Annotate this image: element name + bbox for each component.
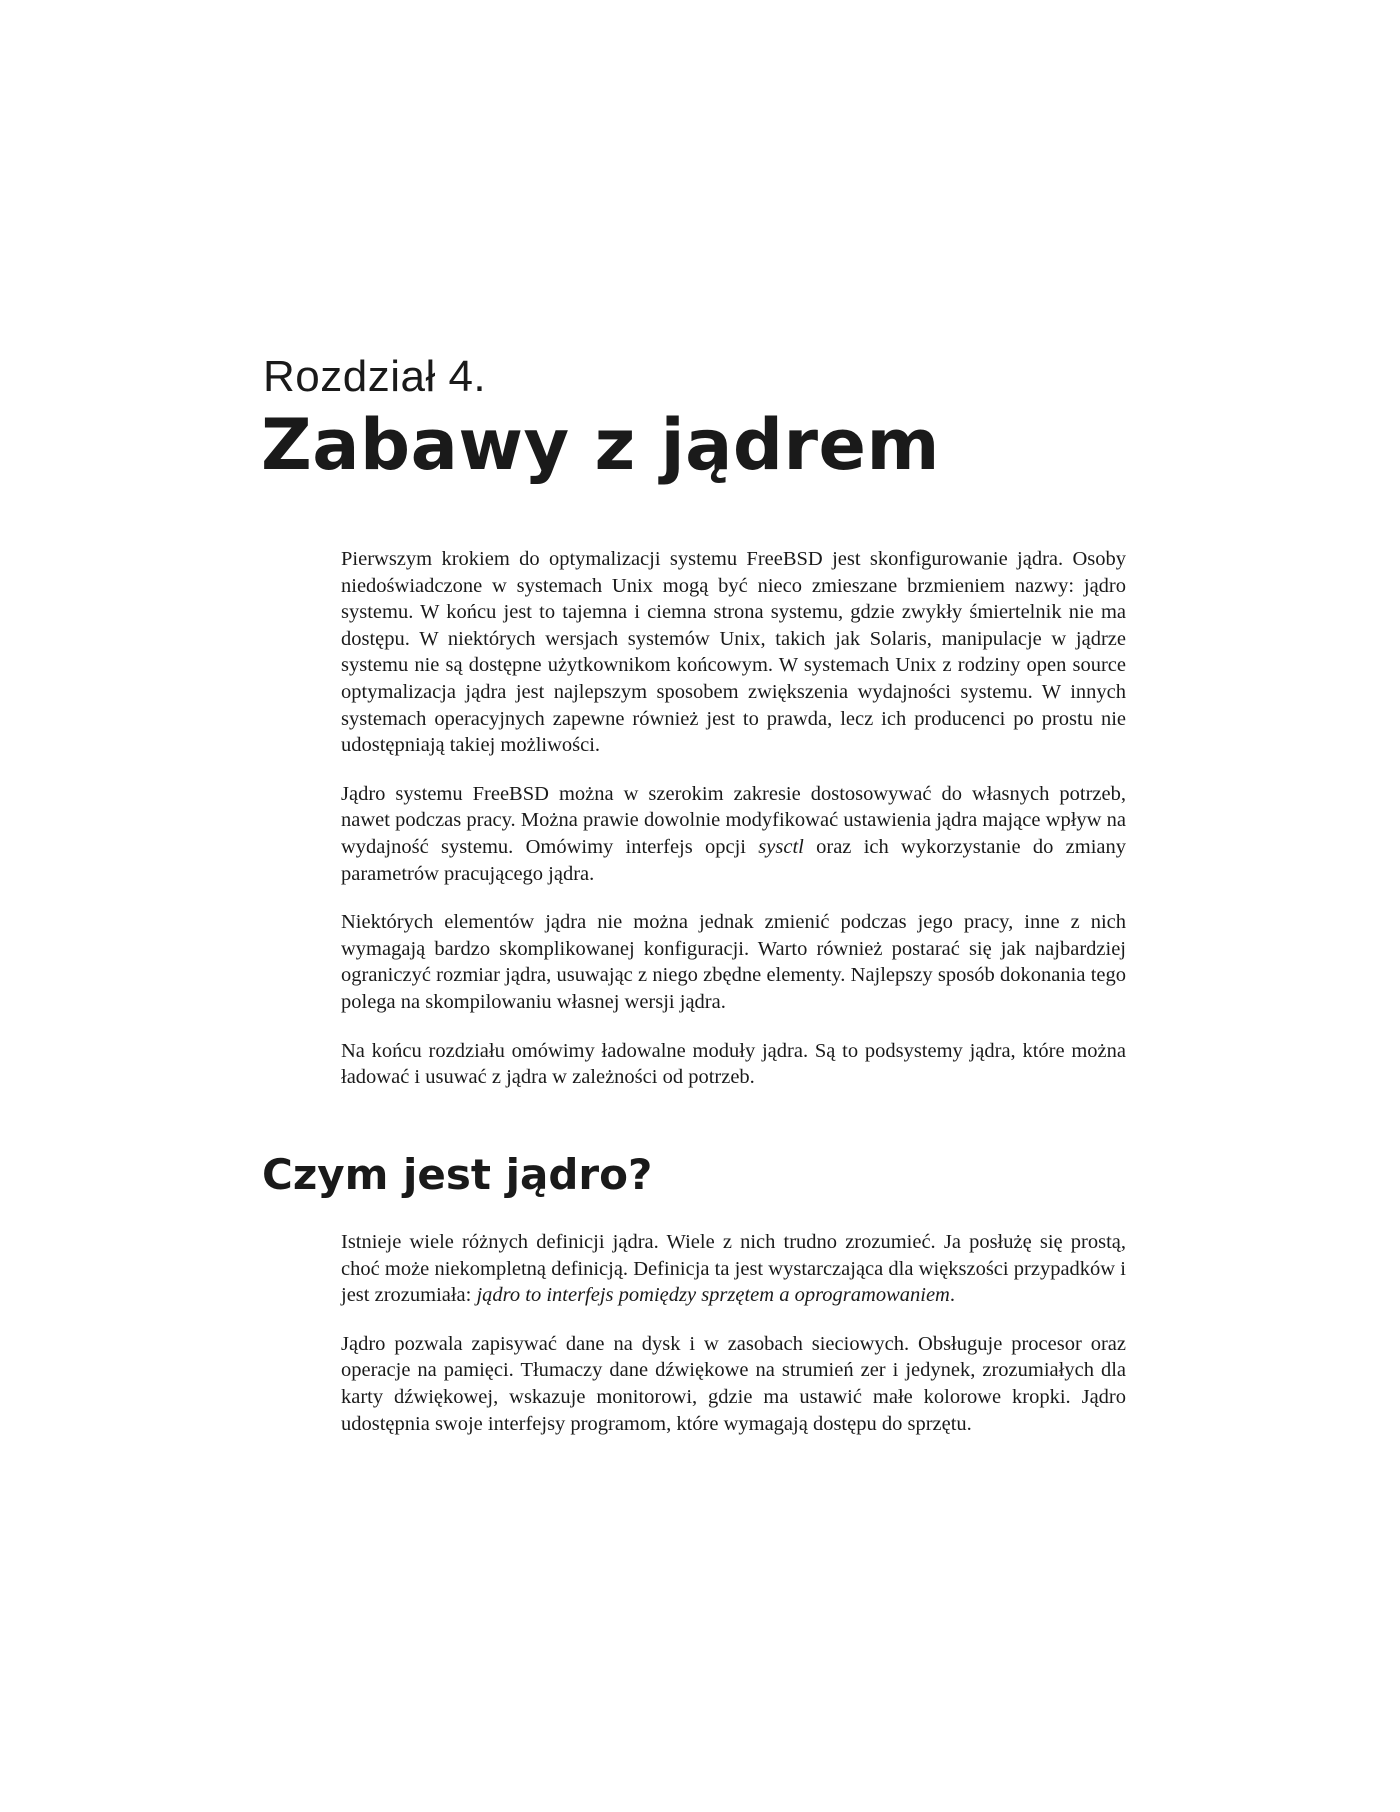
section-text	[341, 1229, 1126, 1459]
chapter-title: Zabawy z jądrem	[261, 404, 940, 486]
section-title: Czym jest jądro?	[262, 1150, 653, 1199]
section-paragraph-1-end: .	[949, 1284, 955, 1307]
chapter-label: Rozdział 4.	[263, 352, 487, 401]
intro-paragraph-1: Pierwszym krokiem do optymalizacji systemu FreeBSD jest skonfigurowanie jądra. Osoby niedoświadczone w systemach Unix mogą być nieco zmieszane brzmieniem nazwy: jądro systemu. W końcu jest to tajemna i ciemna strona systemu, gdzie zwykły śmiertelnik nie ma dostępu. W niektórych wersjach systemów Unix, takich jak Solaris, manipulacje w jądrze systemu nie są dostępne użytkownikom końcowym. W systemach Unix z rodziny open source optymalizacja jądra jest najlepszym sposobem zwiększenia wydajności systemu. W innych systemach operacyjnych zapewne również jest to prawda, lecz ich producenci po prostu nie udostępniają takiej możliwości.	[341, 548, 1126, 757]
kernel-definition: jądro to interfejs pomiędzy sprzętem a oprogramowaniem	[476, 1284, 950, 1307]
intro-text	[341, 546, 1126, 1113]
intro-paragraph-2-start: Jądro systemu FreeBSD można w szerokim zakresie dostosowywać do własnych potrzeb, nawet podczas pracy. Można prawie dowolnie modyfikować ustawienia jądra mające wpływ na wydajność systemu. Omówimy interfejs opcji	[341, 782, 1126, 858]
intro-paragraph-2-end: oraz ich wykorzystanie do zmiany parametrów pracującego jądra.	[341, 835, 1126, 885]
intro-paragraph-4: Na końcu rozdziału omówimy ładowalne moduły jądra. Są to podsystemy jądra, które można ładować i usuwać z jądra w zależności od potrzeb.	[341, 1039, 1126, 1089]
intro-paragraph-2	[341, 781, 1126, 887]
section-paragraph-2: Jądro pozwala zapisywać dane na dysk i w zasobach sieciowych. Obsługuje procesor oraz operacje na pamięci. Tłumaczy dane dźwiękowe na strumień zer i jedynek, zrozumiałych dla karty dźwiękowej, wskazuje monitorowi, gdzie ma ustawić małe kolorowe kropki. Jądro udostępnia swoje interfejsy programom, które wymagają dostępu do sprzętu.	[341, 1332, 1126, 1435]
sysctl-term: sysctl	[758, 835, 804, 858]
section-paragraph-1	[341, 1229, 1126, 1309]
intro-paragraph-3: Niektórych elementów jądra nie można jednak zmienić podczas jego pracy, inne z nich wymagają bardzo skomplikowanej konfiguracji. Warto również postarać się jak najbardziej ograniczyć rozmiar jądra, usuwając z niego zbędne elementy. Najlepszy sposób dokonania tego polega na skompilowaniu własnej wersji jądra.	[341, 911, 1126, 1013]
section-paragraph-1-start: Istnieje wiele różnych definicji jądra. Wiele z nich trudno zrozumieć. Ja posłużę się prostą, choć może niekompletną definicją. Definicja ta jest wystarczająca dla większości przypadków i jest zrozumiała:	[341, 1231, 1126, 1307]
